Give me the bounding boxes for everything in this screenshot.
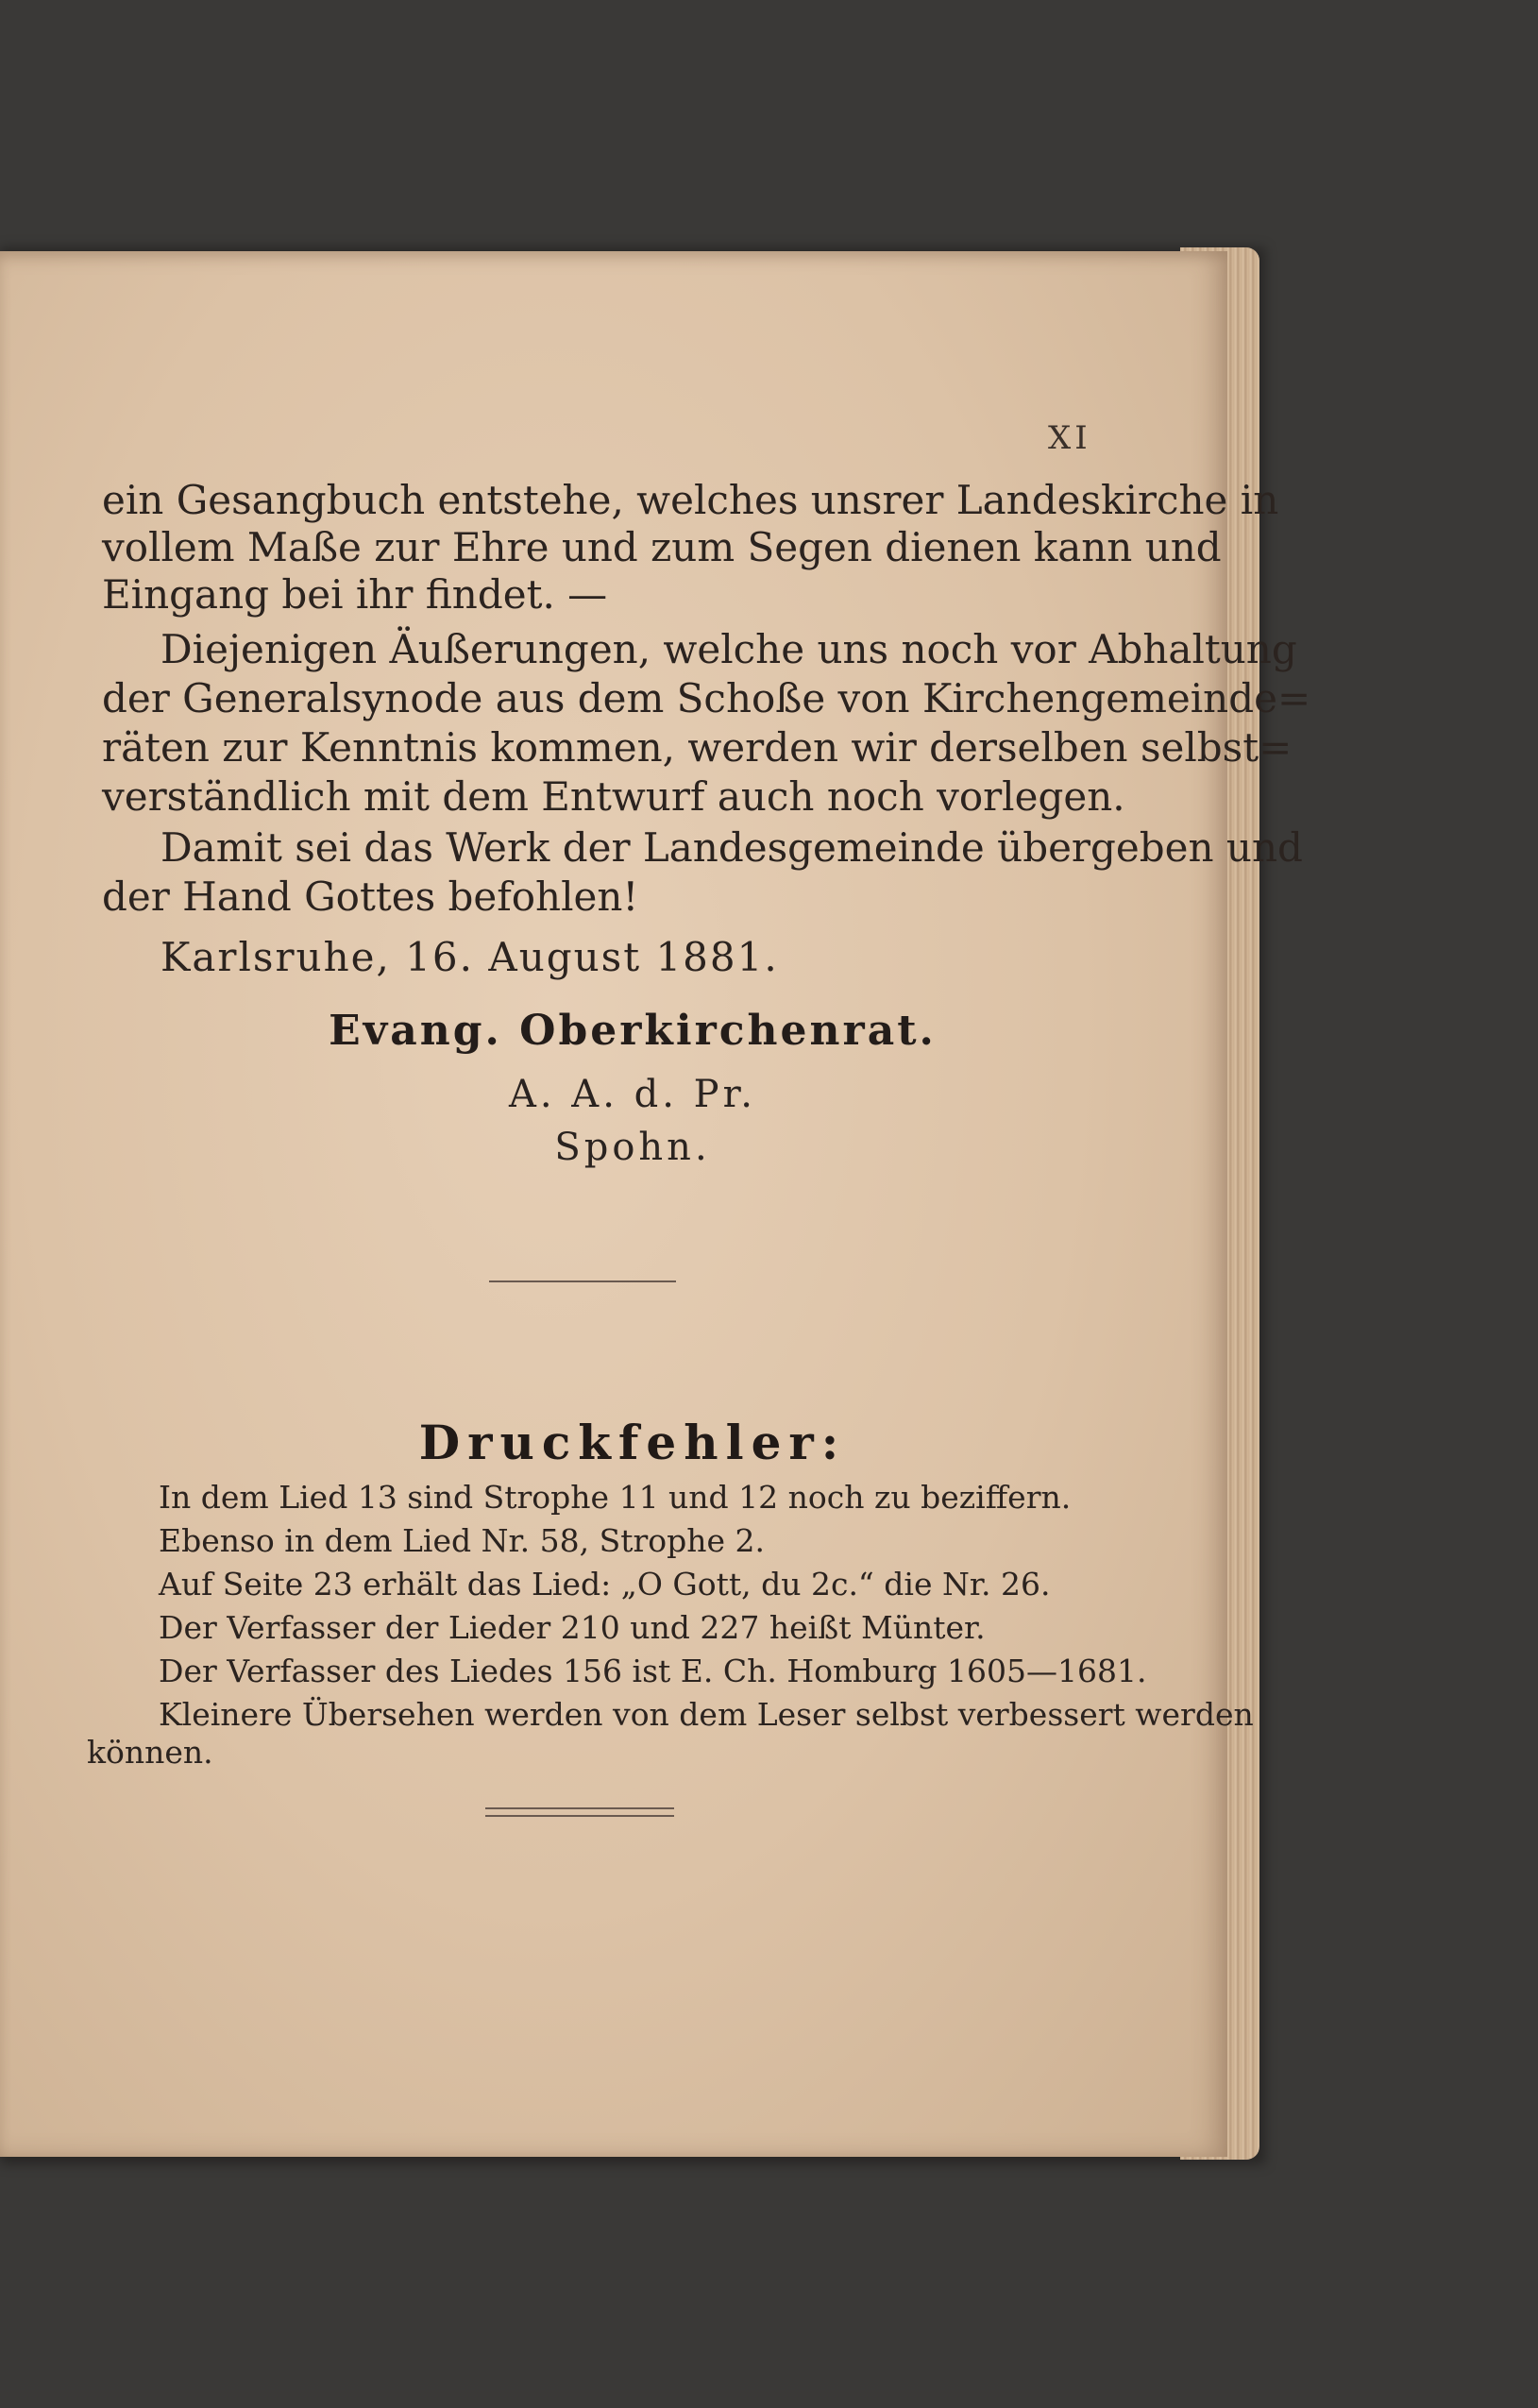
paragraph-1-line-3: Eingang bei ihr findet. —: [102, 571, 608, 618]
errata-line-1: In dem Lied 13 sind Strophe 11 und 12 noch zu beziffern.: [159, 1479, 1072, 1516]
book-page: [0, 251, 1311, 2157]
paragraph-2-line-4: verständlich mit dem Entwurf auch noch vorlegen.: [102, 773, 1125, 820]
paragraph-1-line-1: ein Gesangbuch entstehe, welches unsrer Landeskirche in: [102, 477, 1279, 523]
paragraph-3-line-2: der Hand Gottes befohlen!: [102, 873, 639, 920]
paragraph-1-line-2: vollem Maße zur Ehre und zum Segen dienen kann und: [102, 524, 1222, 570]
paragraph-2-line-2: der Generalsynode aus dem Schoße von Kirchengemeinde=: [102, 675, 1311, 721]
place-date: Karlsruhe, 16. August 1881.: [161, 934, 779, 980]
section-divider: [489, 1280, 676, 1282]
errata-line-7: können.: [87, 1734, 213, 1771]
errata-line-2: Ebenso in dem Lied Nr. 58, Strophe 2.: [159, 1522, 766, 1559]
errata-line-5: Der Verfasser des Liedes 156 ist E. Ch. Homburg 1605—1681.: [159, 1653, 1147, 1689]
signature-organization: Evang. Oberkirchenrat.: [329, 1007, 937, 1055]
errata-line-6: Kleinere Übersehen werden von dem Leser selbst verbessert werden: [159, 1696, 1254, 1733]
errata-title: Druckfehler:: [418, 1415, 847, 1470]
errata-line-3: Auf Seite 23 erhält das Lied: „O Gott, du 2c.“ die Nr. 26.: [159, 1566, 1051, 1603]
page-number: XI: [1048, 419, 1091, 457]
paragraph-3-line-1: Damit sei das Werk der Landesgemeinde übergeben und: [161, 824, 1303, 871]
signature-line-2: Spohn.: [554, 1126, 711, 1169]
end-divider: [485, 1807, 674, 1817]
paragraph-2-line-1: Diejenigen Äußerungen, welche uns noch vor Abhaltung: [161, 626, 1297, 672]
signature-line-1: A. A. d. Pr.: [508, 1073, 757, 1116]
paragraph-2-line-3: räten zur Kenntnis kommen, werden wir derselben selbst=: [102, 724, 1293, 771]
errata-line-4: Der Verfasser der Lieder 210 und 227 heißt Münter.: [159, 1609, 986, 1646]
